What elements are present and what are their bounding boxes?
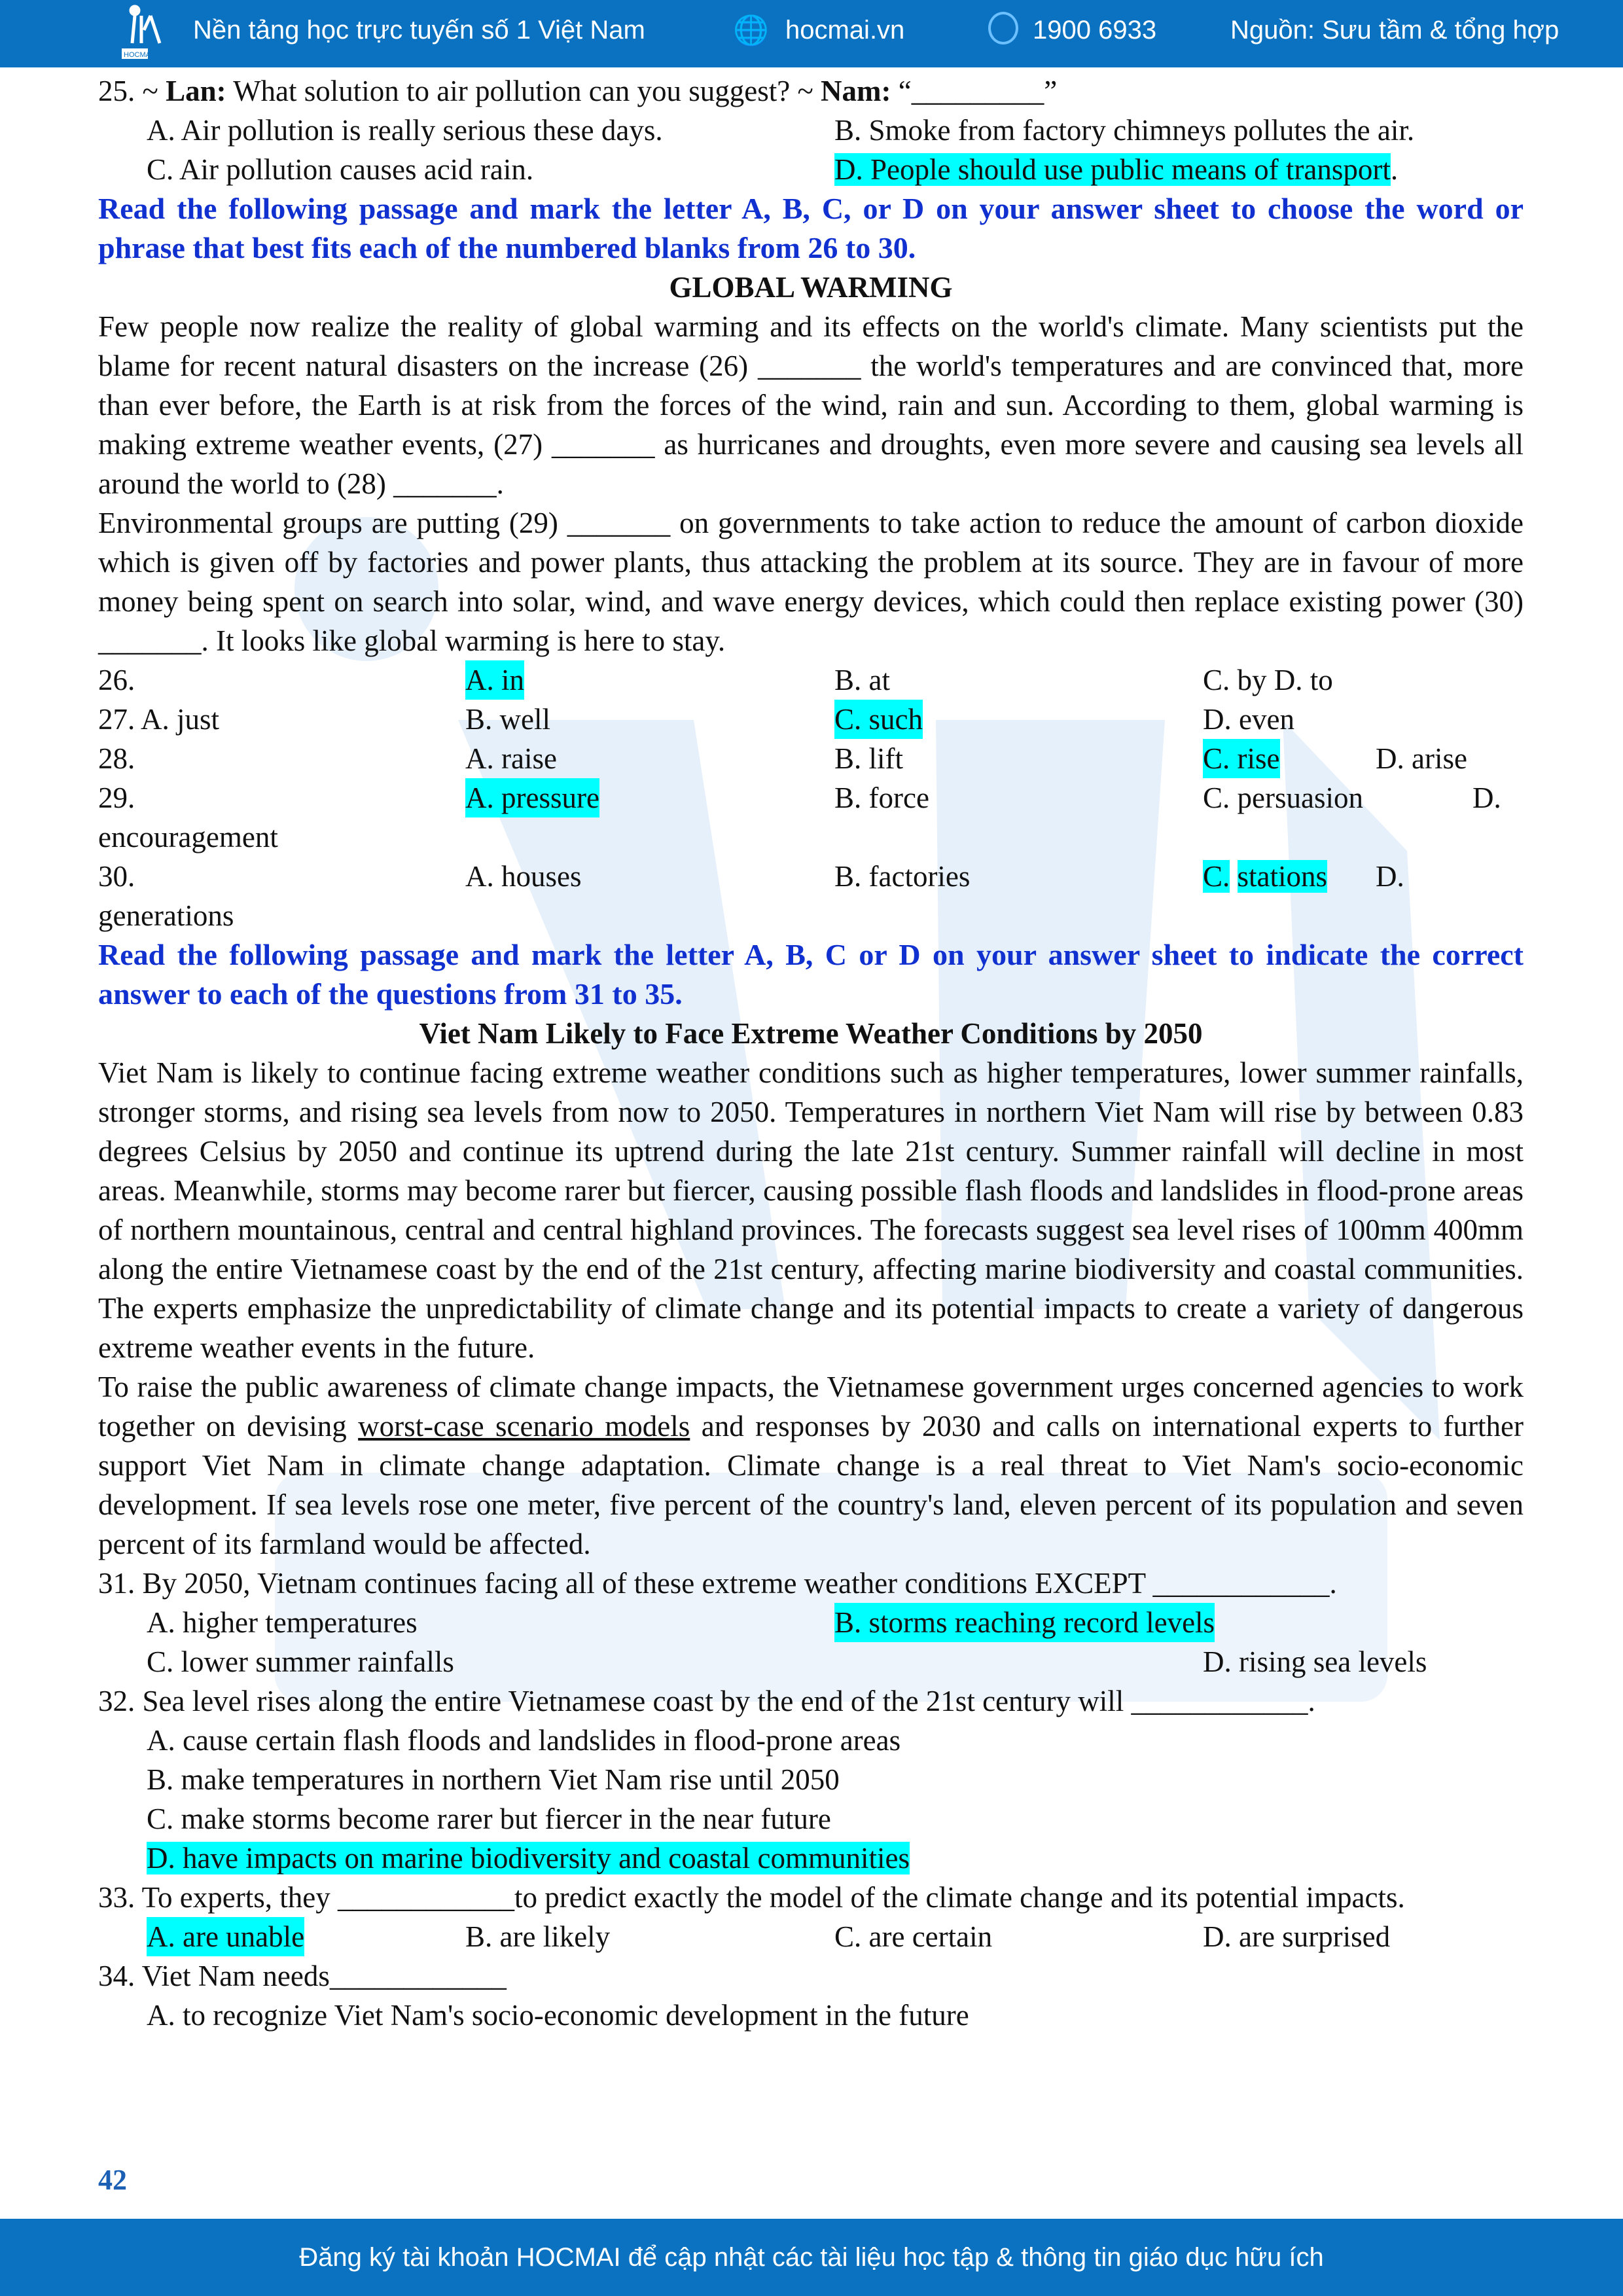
q-number: 30. <box>98 860 135 893</box>
option-d: D. even <box>1203 703 1294 736</box>
passage-2-paragraph <box>98 1367 1524 1564</box>
passage-title-1: GLOBAL WARMING <box>669 271 953 304</box>
question-32: 32. Sea level rises along the entire Vietnamese coast by the end of the 21st century will ____________. <box>98 1685 1315 1717</box>
question-29 <box>98 778 1524 817</box>
text: To raise the public awareness of climate change impacts, the Vietnamese government urges concerned agencies to work together on devising <box>98 1371 1524 1443</box>
q-number: 26. <box>98 664 135 696</box>
passage-title-2: Viet Nam Likely to Face Extreme Weather Conditions by 2050 <box>419 1017 1203 1050</box>
speaker-lan: Lan: <box>166 75 226 107</box>
option-c: C. make storms become rarer but fiercer in the near future <box>147 1803 831 1835</box>
q-text: What solution to air pollution can you suggest? ~ <box>226 75 821 107</box>
footer-banner[interactable]: Đăng ký tài khoản HOCMAI để cập nhật các tài liệu học tập & thông tin giáo dục hữu ích <box>0 2219 1623 2296</box>
header-bar <box>0 0 1623 67</box>
option-d: D. <box>1472 781 1501 814</box>
text: and responses by 2030 and calls on international experts to further support Viet Nam in climate change adaptation. Climate change is a real threat to Viet Nam's socio-economic development. If sea levels rose one meter, five percent of the country's land, eleven percent of its population and seven percent of its farmland would be affected. <box>98 1410 1524 1560</box>
question-31: 31. By 2050, Vietnam continues facing all of these extreme weather conditions EXCEPT ____________. <box>98 1567 1337 1600</box>
option-b: B. at <box>834 664 890 696</box>
page-number: 42 <box>98 2164 127 2196</box>
passage-1-paragraph: Environmental groups are putting (29) _______ on governments to take action to reduce the amount of carbon dioxide which is given off by factories and power plants, thus attacking the problem at its source. They are in favour of more money being spent on search into solar, wind, and wave energy devices, which could then replace existing power (30) _______. It looks like global warming is here to stay. <box>98 507 1524 657</box>
option-a: A. raise <box>465 742 557 775</box>
option-a: A. to recognize Viet Nam's socio-economic development in the future <box>147 1999 969 2032</box>
header-phone[interactable]: 1900 6933 <box>1033 16 1157 45</box>
period: . <box>1390 153 1399 186</box>
passage-1-paragraph: Few people now realize the reality of global warming and its effects on the world's climate. Many scientists put the blame for recent natural disasters on the increase (26) _______ the world's temperatures and are convinced that, more than ever before, the Earth is at risk from the forces of the wind, rain and sun. According to them, global warming is making extreme weather events, (27) _______ as hurricanes and droughts, even more severe and causing sea levels all around the world to (28) _______. <box>98 310 1524 500</box>
option-a: A. Air pollution is really serious these days. <box>147 114 663 147</box>
option-b: B. factories <box>834 860 971 893</box>
globe-icon: 🌐 <box>733 14 769 46</box>
header-tagline: Nền tảng học trực tuyến số 1 Việt Nam <box>193 16 645 45</box>
options-row <box>98 1917 1524 1956</box>
header-source: Nguồn: Sưu tầm & tổng hợp <box>1230 16 1560 45</box>
question-34: 34. Viet Nam needs____________ <box>98 1960 507 1992</box>
header-website[interactable]: hocmai.vn <box>785 16 905 45</box>
option-a: A. cause certain flash floods and landslides in flood-prone areas <box>147 1724 901 1757</box>
answer-blank: “_________” <box>891 75 1058 107</box>
option-d-highlighted: D. People should use public means of transport <box>834 153 1391 186</box>
option-a-highlighted: A. pressure <box>465 778 599 817</box>
speaker-nam: Nam: <box>821 75 891 107</box>
option-b: B. are likely <box>465 1920 611 1953</box>
passage-2-paragraph: Viet Nam is likely to continue facing extreme weather conditions such as higher temperatures, lower summer rainfalls, stronger storms, and rising sea levels from now to 2050. Temperatures in northern Viet Nam will rise by between 0.83 degrees Celsius by 2050 and continue its uptrend during the late 21st century. Summer rainfall will decline in most areas. Meanwhile, storms may become rarer but fiercer, causing possible flash floods and landslides in flood-prone areas of northern mountainous, central and central highland provinces. The forecasts suggest sea level rises of 100mm 400mm along the entire Vietnamese coast by the end of the 21st century, affecting marine biodiversity and coastal communities. The experts emphasize the unpredictability of climate change and its potential impacts to create a variety of dangerous extreme weather events in the future. <box>98 1056 1524 1364</box>
option-d: D. are surprised <box>1203 1920 1391 1953</box>
option-c-highlighted: C. such <box>834 700 923 739</box>
options-row <box>98 1603 1524 1642</box>
option-b: B. well <box>465 703 550 736</box>
option-c: C. lower summer rainfalls <box>147 1645 454 1678</box>
option-c-highlighted: stations <box>1237 860 1328 893</box>
document-body <box>98 71 1524 2035</box>
option-c-highlighted: C. rise <box>1203 739 1280 778</box>
option-a: A. houses <box>465 860 582 893</box>
options-row <box>98 111 1524 150</box>
option-a-highlighted: A. in <box>465 660 524 700</box>
question-33: 33. To experts, they ____________to predict exactly the model of the climate change and its potential impacts. <box>98 1881 1405 1914</box>
option-d-continued: generations <box>98 899 234 932</box>
underlined-phrase: worst-case scenario models <box>358 1410 690 1443</box>
options-row <box>98 1642 1524 1681</box>
option-d-continued: encouragement <box>98 821 278 853</box>
q-number: 29. <box>98 781 135 814</box>
question-27 <box>98 700 1524 739</box>
question-25 <box>98 71 1524 111</box>
q-number: 27. A. just <box>98 703 220 736</box>
option-c-letter: C. <box>1203 860 1230 893</box>
instruction-1: Read the following passage and mark the letter A, B, C, or D on your answer sheet to choose the word or phrase that best fits each of the numbered blanks from 26 to 30. <box>98 192 1524 264</box>
option-b-highlighted: B. storms reaching record levels <box>834 1603 1215 1642</box>
option-a: A. higher temperatures <box>147 1606 418 1639</box>
phone-icon <box>988 12 1018 45</box>
option-b: B. force <box>834 781 929 814</box>
option-c: C. are certain <box>834 1920 993 1953</box>
question-28 <box>98 739 1524 778</box>
option-d-highlighted: D. have impacts on marine biodiversity and coastal communities <box>147 1842 910 1874</box>
options-row <box>98 150 1524 189</box>
option-d: D. <box>1376 860 1404 893</box>
question-30 <box>98 857 1524 896</box>
option-b: B. Smoke from factory chimneys pollutes the air. <box>834 114 1415 147</box>
option-cd: C. by D. to <box>1203 664 1333 696</box>
q-number: 28. <box>98 742 135 775</box>
option-b: B. make temperatures in northern Viet Nam rise until 2050 <box>147 1763 840 1796</box>
instruction-2: Read the following passage and mark the letter A, B, C or D on your answer sheet to indicate the correct answer to each of the questions from 31 to 35. <box>98 938 1524 1011</box>
option-c: C. persuasion <box>1203 781 1363 814</box>
question-26 <box>98 660 1524 700</box>
option-c: C. Air pollution causes acid rain. <box>147 153 534 186</box>
option-d: D. arise <box>1376 742 1467 775</box>
q-number: 25. ~ <box>98 75 166 107</box>
logo-text: HOCMAI <box>124 51 152 59</box>
option-b: B. lift <box>834 742 904 775</box>
option-a-highlighted: A. are unable <box>147 1917 304 1956</box>
hocmai-logo <box>122 4 164 60</box>
option-d: D. rising sea levels <box>1203 1645 1427 1678</box>
